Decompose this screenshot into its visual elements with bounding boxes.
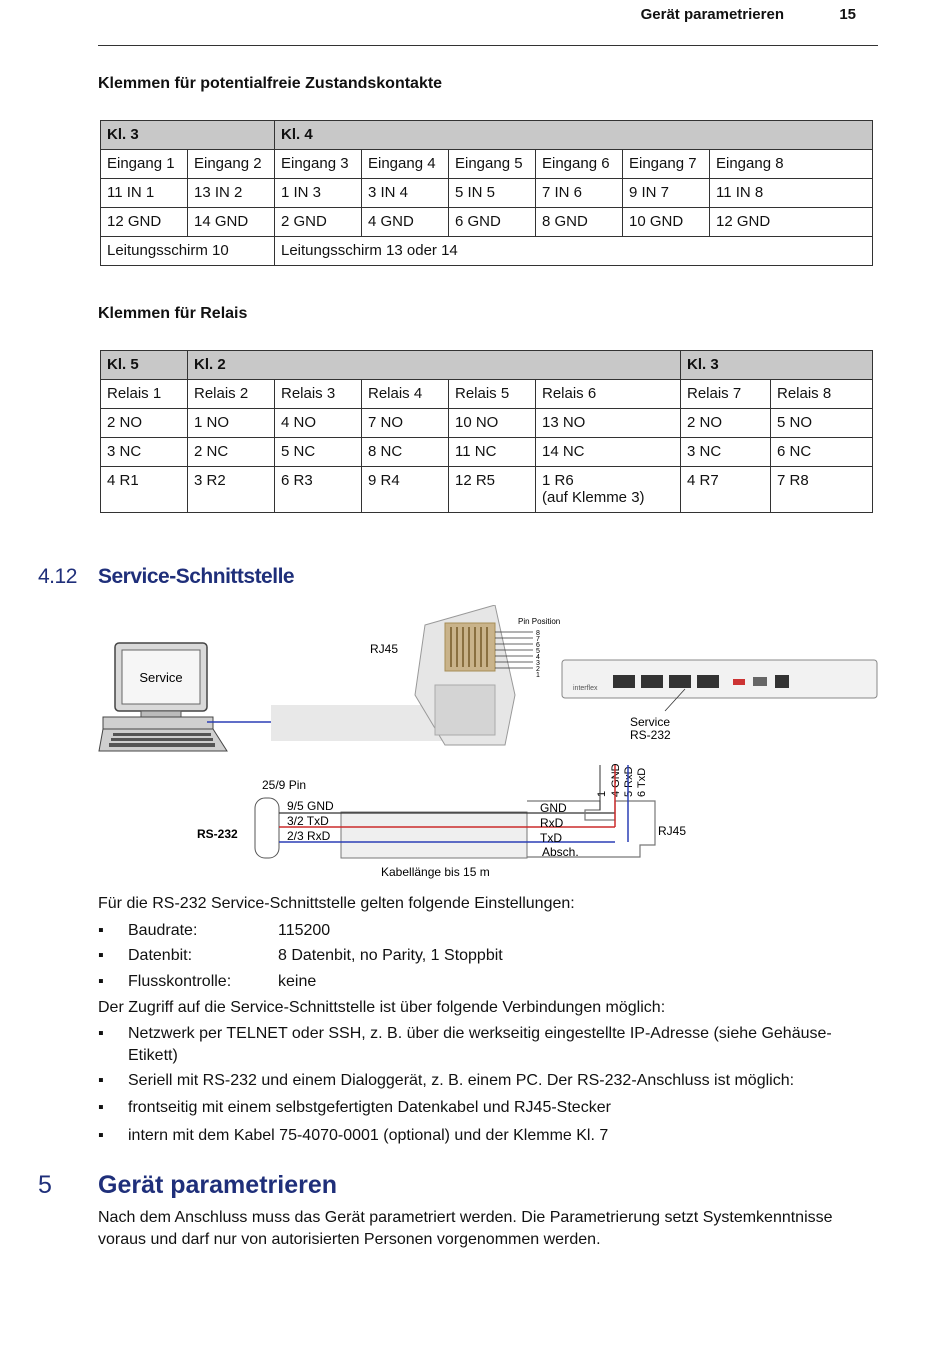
table-cell: Kl. 2 [188,351,681,380]
chapter-text: Nach dem Anschluss muss das Gerät parametriert werden. Die Parametrierung setzt Systemkenntnisse voraus und darf nur von autorisierten Personen vorgenommen werden. [98,1209,833,1248]
left-signal-gnd: 9/5 GND [287,799,334,813]
table-row [101,208,873,237]
table-cell: Relais 5 [449,380,536,409]
table-cell: 11 NC [449,438,536,467]
bullet-icon: ▪ [98,973,104,990]
cell-note: (auf Klemme 3) [542,489,645,506]
table-cell: 2 NO [681,409,771,438]
setting-key: Datenbit: [128,947,193,964]
setting-key: Baudrate: [128,922,198,939]
table-cell: Eingang 8 [710,150,873,179]
table-cell: Relais 3 [275,380,362,409]
table-cell: 10 GND [623,208,710,237]
table-row [101,121,873,150]
table-cell: 7 NO [362,409,449,438]
section-title: Service-Schnittstelle [98,565,295,588]
table-cell: 2 GND [275,208,362,237]
table-cell: 12 GND [101,208,188,237]
table-cell: Kl. 3 [681,351,873,380]
list-item [98,1097,858,1119]
table-cell: Relais 4 [362,380,449,409]
left-signal-txd: 3/2 TxD [287,814,329,828]
cable-body [341,812,527,858]
list-item-text: Netzwerk per TELNET oder SSH, z. B. über die werkseitig eingestellte IP-Adresse (siehe Gehäuse-Etikett) [128,1025,832,1064]
chapter-heading [38,1171,337,1200]
table-cell: Eingang 2 [188,150,275,179]
pin-position-label: Pin Position [518,617,561,626]
table-cell: 4 R7 [681,467,771,513]
access-intro: Der Zugriff auf die Service-Schnittstelle ist über folgende Verbindungen möglich: [98,999,666,1016]
table-cell: 9 R4 [362,467,449,513]
table-cell: Eingang 6 [536,150,623,179]
pin-label-txd: 6 TxD [636,767,648,797]
table-cell: 14 GND [188,208,275,237]
list-item [98,971,858,993]
table-cell: 12 R5 [449,467,536,513]
table-row [101,409,873,438]
table-cell: 3 NC [681,438,771,467]
cell-text: 1 R6 [542,472,574,489]
table-cell: Kl. 3 [101,121,275,150]
rj45-label: RJ45 [370,642,399,656]
pin-5: 5 [536,648,540,655]
table-cell: 4 NO [275,409,362,438]
pin-8: 8 [536,630,540,637]
rj45-right-label: RJ45 [658,824,687,838]
table-cell: Eingang 4 [362,150,449,179]
table-cell: 13 NO [536,409,681,438]
table-cell: 1 NO [188,409,275,438]
page-header [98,0,878,46]
table-cell: 8 NC [362,438,449,467]
device-front-panel [562,660,877,698]
pin-3: 3 [536,660,540,667]
table-row [101,380,873,409]
bullet-icon: ▪ [98,947,104,964]
table-cell: 6 GND [449,208,536,237]
table-cell: 11 IN 1 [101,179,188,208]
right-signal-txd: TxD [540,831,562,845]
chapter-title: Gerät parametrieren [98,1171,338,1199]
table-cell: Relais 7 [681,380,771,409]
bullet-icon: ▪ [98,1099,104,1116]
pin-4: 4 [536,654,540,661]
table-cell: Relais 6 [536,380,681,409]
rs232-label: RS-232 [197,827,238,841]
table-row [101,150,873,179]
list-item [98,920,858,942]
table-cell: 5 NO [771,409,873,438]
service-rs232-label-2: RS-232 [630,728,671,742]
table-cell: 6 NC [771,438,873,467]
setting-key: Flusskontrolle: [128,973,232,990]
table-cell: 3 R2 [188,467,275,513]
pin-label-rxd: 5 RxD [623,766,635,797]
table-cell: 3 IN 4 [362,179,449,208]
pin-label-gnd: 4 GND [610,763,622,797]
table-cell: 13 IN 2 [188,179,275,208]
section-heading [38,565,294,589]
pin-25-9-label: 25/9 Pin [262,778,307,792]
table-cell: Kl. 5 [101,351,188,380]
relays-title: Klemmen für Relais [98,305,248,322]
header-title: Gerät parametrieren [640,6,784,23]
table-cell: 3 NC [101,438,188,467]
table-cell: 4 R1 [101,467,188,513]
table-cell: Eingang 1 [101,150,188,179]
bullet-icon: ▪ [98,1025,104,1042]
table-cell: 2 NO [101,409,188,438]
table-cell: 7 IN 6 [536,179,623,208]
table-cell: Relais 1 [101,380,188,409]
list-item [98,1125,858,1147]
table-row [101,467,873,513]
table-cell: Leitungsschirm 13 oder 14 [275,237,873,266]
table-cell: 10 NO [449,409,536,438]
bullet-icon: ▪ [98,922,104,939]
table-cell: 4 GND [362,208,449,237]
setting-value: keine [278,973,317,990]
setting-value: 115200 [278,922,331,939]
service-rs232-label-1: Service [630,715,671,729]
cable-length-label: Kabellänge bis 15 m [381,865,490,879]
list-item [98,1023,858,1067]
settings-intro: Für die RS-232 Service-Schnittstelle gelten folgende Einstellungen: [98,895,575,912]
contacts-table [100,120,873,266]
pin-7: 7 [536,636,540,643]
table-row [101,438,873,467]
table-cell: 2 NC [188,438,275,467]
list-item [98,945,858,967]
table-row [101,351,873,380]
table-row [101,179,873,208]
pin-label-1: 1 [596,790,608,797]
table-row [101,237,873,266]
table-cell: 11 IN 8 [710,179,873,208]
pin-1: 1 [536,672,540,679]
table-cell: 14 NC [536,438,681,467]
list-item [98,1070,858,1092]
table-cell: Eingang 3 [275,150,362,179]
page-number: 15 [839,6,856,23]
table-cell: 8 GND [536,208,623,237]
contacts-title: Klemmen für potentialfreie Zustandskontakte [98,75,443,92]
table-cell: Kl. 4 [275,121,873,150]
table-cell: 7 R8 [771,467,873,513]
chapter-number: 5 [38,1171,52,1199]
right-signal-rxd: RxD [540,816,564,830]
pin-6: 6 [536,642,540,649]
table-cell: 5 NC [275,438,362,467]
dsub-connector [255,798,279,858]
table-cell: Eingang 5 [449,150,536,179]
section-number: 4.12 [38,565,77,588]
table-cell: 9 IN 7 [623,179,710,208]
table-cell: Eingang 7 [623,150,710,179]
list-item-text: Seriell mit RS-232 und einem Dialoggerät, z. B. einem PC. Der RS-232-Anschluss ist möglich: [128,1072,795,1089]
brand-label: interflex [573,685,598,692]
table-cell [536,467,681,513]
table-cell: Relais 2 [188,380,275,409]
left-signal-rxd: 2/3 RxD [287,829,331,843]
bullet-icon: ▪ [98,1127,104,1144]
table-cell: 1 IN 3 [275,179,362,208]
table-cell: 12 GND [710,208,873,237]
relays-table [100,350,873,513]
right-signal-gnd: GND [540,801,567,815]
table-cell: Leitungsschirm 10 [101,237,275,266]
pin-2: 2 [536,666,540,673]
service-screen-label: Service [139,670,183,685]
computer-icon [99,643,227,751]
right-signal-absch: Absch. [542,845,579,859]
list-item-text: intern mit dem Kabel 75-4070-0001 (optional) und der Klemme Kl. 7 [128,1127,609,1144]
table-cell: 5 IN 5 [449,179,536,208]
setting-value: 8 Datenbit, no Parity, 1 Stoppbit [278,947,503,964]
list-item-text: frontseitig mit einem selbstgefertigten Datenkabel und RJ45-Stecker [128,1099,611,1116]
table-cell: Relais 8 [771,380,873,409]
table-cell: 6 R3 [275,467,362,513]
service-diagram [95,605,885,890]
bullet-icon: ▪ [98,1072,104,1089]
